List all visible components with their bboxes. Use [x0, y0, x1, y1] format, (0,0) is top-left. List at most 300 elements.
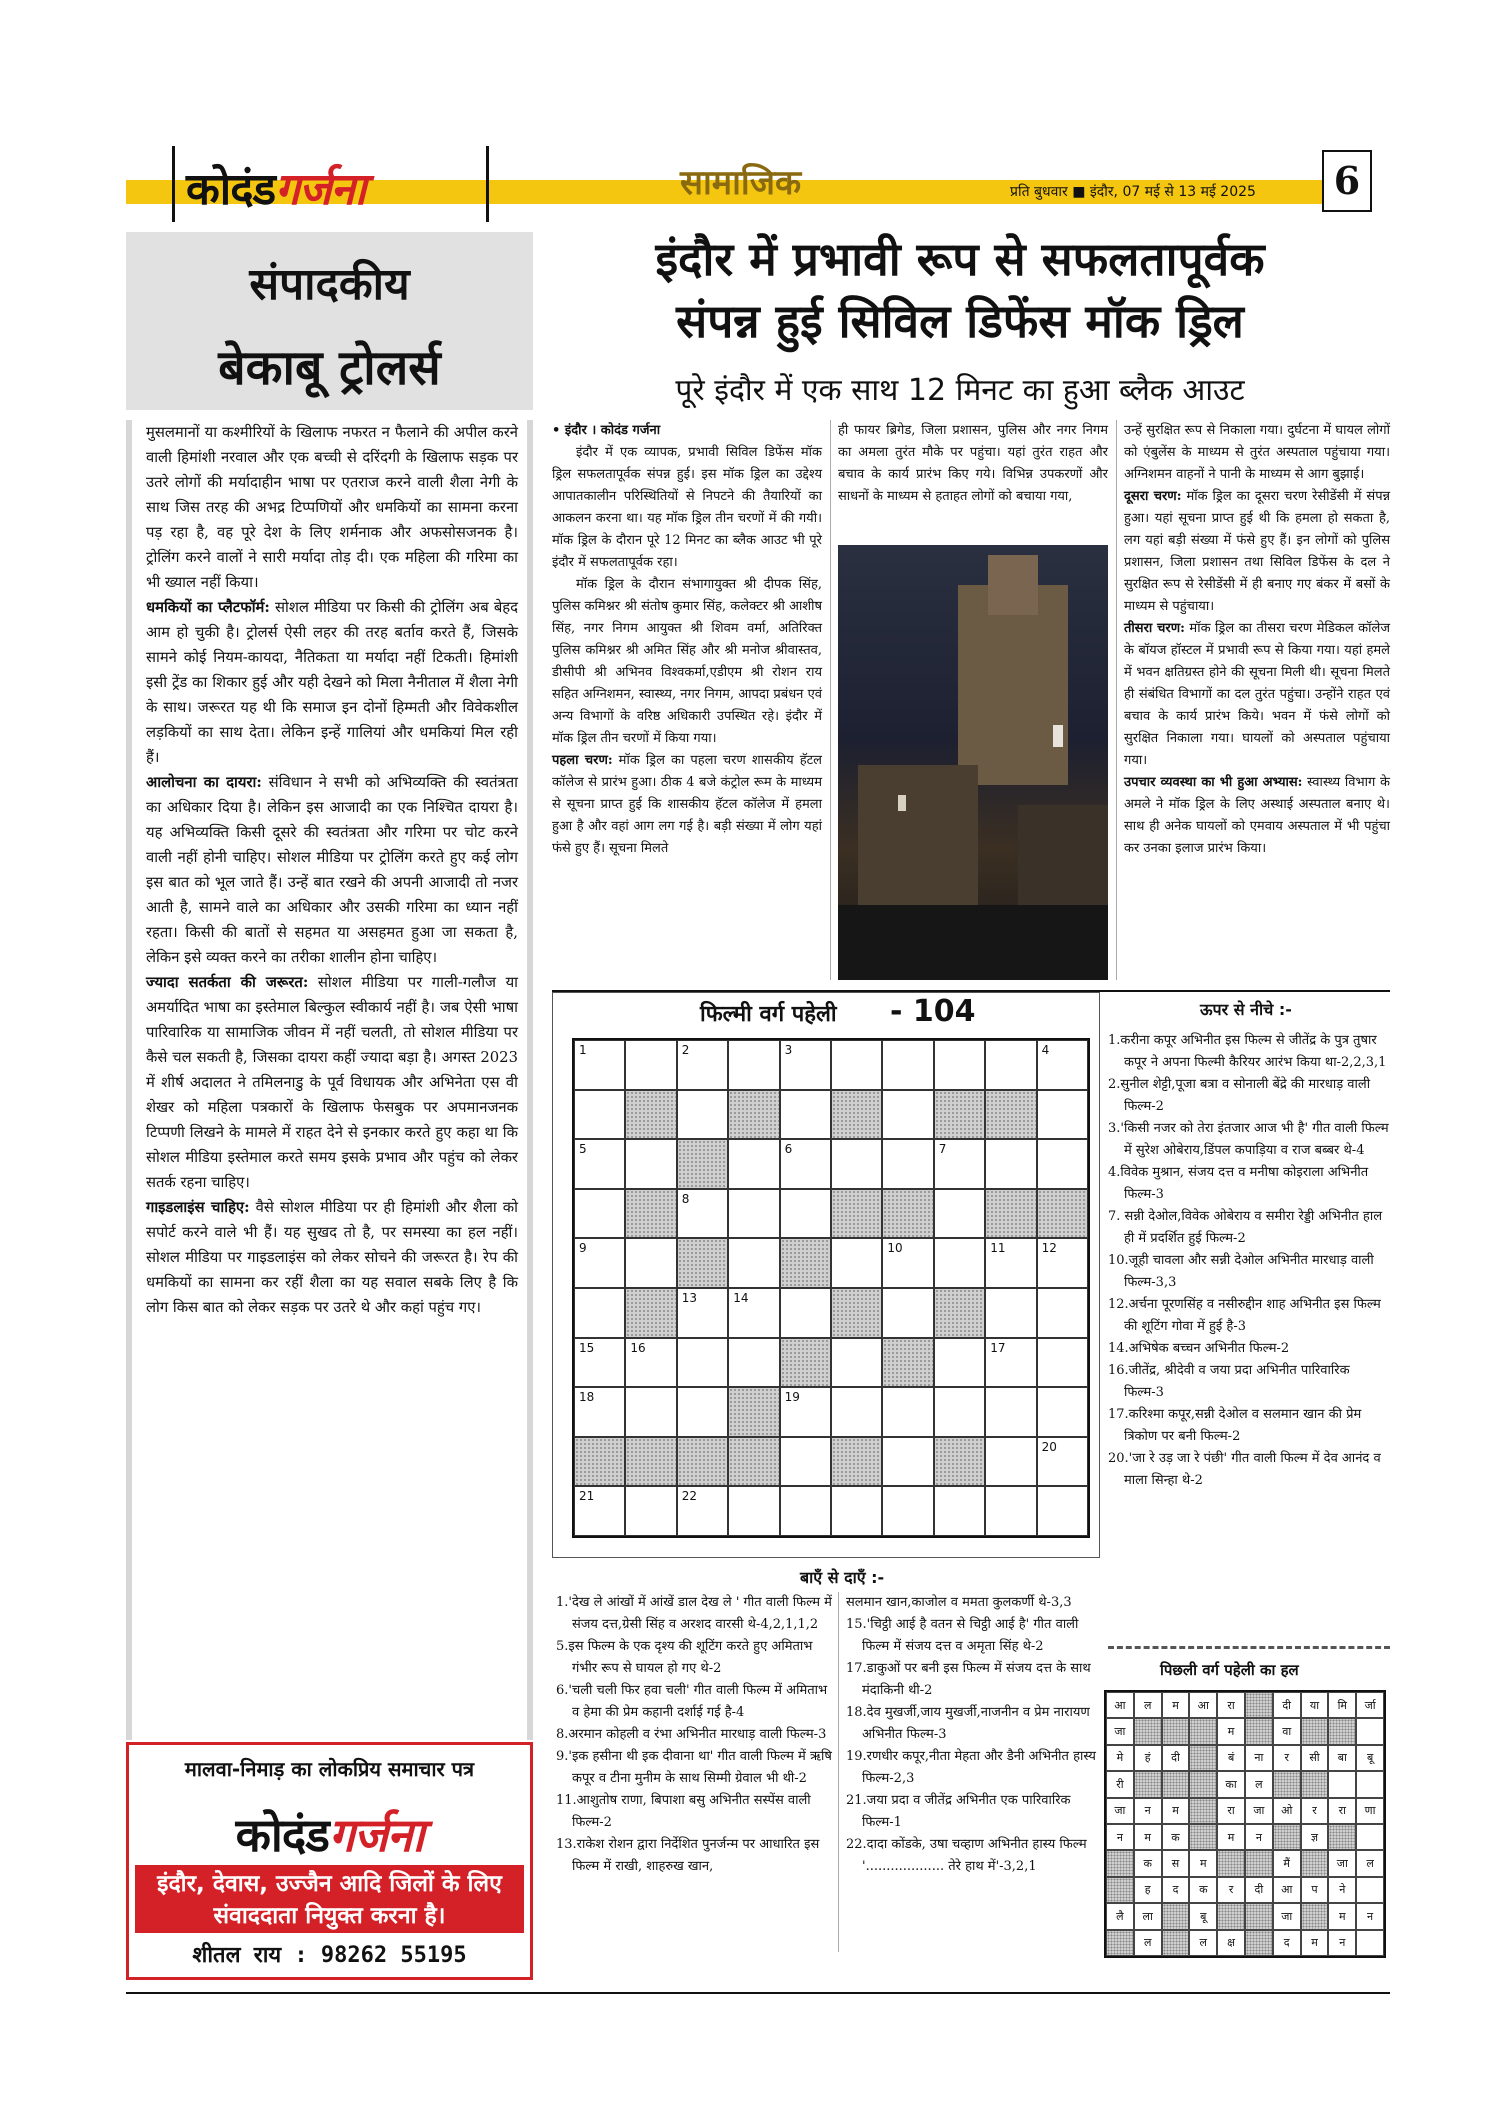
- solution-cell: ह: [1134, 1877, 1162, 1903]
- solution-cell: जा: [1106, 1718, 1134, 1744]
- cell-number: 18: [579, 1390, 595, 1405]
- clue-item: 6.'चली चली फिर हवा चली' गीत वाली फिल्म में अमिताभ व हेमा की प्रेम कहानी दर्शाई गई है-4: [556, 1683, 828, 1720]
- crossword-block: [625, 1189, 676, 1239]
- crossword-cell[interactable]: [934, 1238, 985, 1288]
- solution-cell: म: [1134, 1824, 1162, 1850]
- solution-cell: म: [1162, 1798, 1190, 1824]
- cell-number: 14: [733, 1290, 749, 1305]
- solution-cell: रा: [1217, 1798, 1245, 1824]
- clue-item: 13.राकेश रोशन द्वारा निर्देशित पुनर्जन्म पर आधारित इस फिल्म में राखी, शाहरुख खान,: [556, 1837, 820, 1874]
- crossword-cell[interactable]: [728, 1238, 779, 1288]
- story-subhead: पूरे इंदौर में एक साथ 12 मिनट का हुआ ब्लैक आउट: [675, 373, 1245, 408]
- cell-number: 2: [681, 1043, 690, 1057]
- solution-cell: ओ: [1273, 1798, 1301, 1824]
- para-lead: आलोचना का दायरा:: [146, 774, 262, 791]
- crossword-cell[interactable]: [934, 1040, 985, 1090]
- crossword-cell[interactable]: [882, 1090, 933, 1140]
- story-paragraph: [552, 420, 822, 442]
- down-clues: [1108, 1030, 1390, 1492]
- crossword-cell[interactable]: [1037, 1040, 1088, 1090]
- para-text: वैसे सोशल मीडिया पर ही हिमांशी और शैला को सपोर्ट करने वाले भी हैं। यह सुखद तो है, पर समस्या का हल नहीं। सोशल मीडिया पर गाइडलाइंस को लेकर सोचने की जरूरत है। रेप की धमकियों का सामना कर रहीं शैला का यह सवाल सबके लिए है कि लोग किस बात को लेकर सड़क पर उतरे थे और कहां पहुंच गए।: [146, 1199, 518, 1316]
- cell-number: 7: [938, 1142, 947, 1157]
- cell-number: 10: [887, 1241, 903, 1256]
- crossword-cell[interactable]: [728, 1288, 779, 1338]
- clue-item: 17.करिश्मा कपूर,सन्नी देओल व सलमान खान की प्रेम त्रिकोण पर बनी फिल्म-2: [1108, 1407, 1362, 1444]
- crossword-cell[interactable]: [985, 1288, 1036, 1338]
- clue-item: 4.विवेक मुश्रान, संजय दत्त व मनीषा कोइराला अभिनीत फिल्म-3: [1108, 1165, 1369, 1202]
- crossword-block: [728, 1090, 779, 1140]
- solution-block: [1245, 1692, 1273, 1718]
- crossword-cell[interactable]: [985, 1238, 1036, 1288]
- crossword-cell[interactable]: [677, 1486, 728, 1536]
- solution-cell: वा: [1273, 1718, 1301, 1744]
- solution-cell: ज्ञ: [1301, 1824, 1329, 1850]
- crossword-cell[interactable]: [985, 1040, 1036, 1090]
- previous-solution-title: पिछली वर्ग पहेली का हल: [1160, 1661, 1299, 1679]
- solution-block: [1301, 1850, 1329, 1876]
- para-text: मॉक ड्रिल का पहला चरण शासकीय हॅटल कॉलेज से प्रारंभ हुआ। ठीक 4 बजे कंट्रोल रूम के माध्यम से सूचना प्राप्त हुई कि शासकीय हॅटल कॉलेज में हमला हुआ है और वहां आग लग गई है। बड़ी संख्या में लोग यहां फंसे हुए हैं। सूचना मिलते: [552, 753, 822, 856]
- solution-block: [1245, 1850, 1273, 1876]
- solution-cell: [1356, 1771, 1384, 1797]
- crossword-cell[interactable]: [728, 1338, 779, 1388]
- crossword-block: [625, 1437, 676, 1487]
- crossword-cell[interactable]: [574, 1139, 625, 1189]
- cell-number: 11: [990, 1241, 1006, 1256]
- crossword-cell[interactable]: [831, 1139, 882, 1189]
- crossword-block: [780, 1338, 831, 1388]
- solution-cell: री: [1106, 1771, 1134, 1797]
- solution-cell: लै: [1106, 1903, 1134, 1929]
- crossword-cell[interactable]: [728, 1189, 779, 1239]
- solution-cell: या: [1301, 1692, 1329, 1718]
- masthead-logo: [186, 157, 365, 217]
- story-paragraph: ही फायर ब्रिगेड, जिला प्रशासन, पुलिस और नगर निगम का अमला तुरंत मौके पर पहुंचा। यहां तुरंत राहत और बचाव के कार्य प्रारंभ किए गये। विभिन्न उपकरणों और साधनों के माध्यम से हताहत लोगों को बचाया गया,: [838, 423, 1108, 504]
- crossword-cell[interactable]: [677, 1040, 728, 1090]
- story-paragraph: [552, 442, 822, 574]
- editorial-paragraph: [146, 770, 518, 970]
- solution-cell: ल: [1356, 1850, 1384, 1876]
- story-column-2: [838, 420, 1108, 508]
- editorial-paragraph: [146, 1195, 518, 1320]
- crossword-cell[interactable]: [574, 1288, 625, 1338]
- crossword-cell[interactable]: [780, 1090, 831, 1140]
- down-clues-heading: ऊपर से नीचे :-: [1200, 1000, 1292, 1019]
- crossword-cell[interactable]: [625, 1486, 676, 1536]
- crossword-block: [831, 1288, 882, 1338]
- para-lead: गाइडलाइंस चाहिए:: [146, 1199, 250, 1216]
- solution-cell: मि: [1328, 1692, 1356, 1718]
- solution-cell: द: [1162, 1877, 1190, 1903]
- crossword-grid: [572, 1038, 1090, 1538]
- header-divider: [486, 146, 489, 222]
- logo-text-red: गर्जना: [328, 1808, 424, 1862]
- crossword-cell[interactable]: [1037, 1288, 1088, 1338]
- crossword-cell[interactable]: [882, 1387, 933, 1437]
- crossword-cell[interactable]: [574, 1238, 625, 1288]
- previous-solution-grid: [1104, 1690, 1386, 1958]
- solution-cell: बू: [1356, 1745, 1384, 1771]
- clue-item: 21.जया प्रदा व जीतेंद्र अभिनीत एक पारिवारिक फिल्म-1: [846, 1793, 1071, 1830]
- story-paragraph: [552, 750, 822, 860]
- para-lead: तीसरा चरण:: [1124, 621, 1185, 636]
- editorial-title: बेकाबू ट्रोलर्स: [218, 340, 441, 396]
- crossword-cell[interactable]: [728, 1486, 779, 1536]
- crossword-cell[interactable]: [677, 1090, 728, 1140]
- clue-item: 2.सुनील शेट्टी,पूजा बत्रा व सोनाली बेंद्रे की मारधाड़ वाली फिल्म-2: [1108, 1077, 1371, 1114]
- dateline: • इंदौर । कोदंड गर्जना: [552, 423, 661, 438]
- para-text: उन्हें सुरक्षित रूप से निकाला गया। दुर्घटना में घायल लोगों को एंबुलेंस के माध्यम से तुरंत अस्पताल पहुंचाया गया। अग्निशमन वाहनों ने पानी के माध्यम से आग बुझाई।: [1124, 423, 1390, 482]
- story-paragraph: [1124, 486, 1390, 618]
- crossword-block: [1037, 1189, 1088, 1239]
- solution-cell: जा: [1245, 1798, 1273, 1824]
- solution-cell: जा: [1328, 1850, 1356, 1876]
- solution-cell: ल: [1245, 1771, 1273, 1797]
- crossword-cell[interactable]: [1037, 1338, 1088, 1388]
- solution-cell: म: [1217, 1718, 1245, 1744]
- solution-cell: आ: [1189, 1692, 1217, 1718]
- crossword-block: [728, 1387, 779, 1437]
- solution-block: [1273, 1771, 1301, 1797]
- editorial-paragraph: [146, 970, 518, 1195]
- story-column-1: [552, 420, 822, 860]
- solution-cell: णा: [1356, 1798, 1384, 1824]
- solution-block: [1301, 1771, 1329, 1797]
- solution-block: [1301, 1903, 1329, 1929]
- logo-text-red: गर्जना: [275, 164, 366, 215]
- para-text: सोशल मीडिया पर किसी की ट्रोलिंग अब बेहद आम हो चुकी है। ट्रोलर्स ऐसी लहर की तरह बर्ताव करते हैं, जिसके सामने कोई नियम-कायदा, नैतिकता या मर्यादा नहीं टिकती। हिमांशी इसी ट्रेंड का शिकार हुई और यही देखने को मिला नैनीताल में शैला नेगी के साथ। जरूरत यह थी कि समाज इन दोनों हिम्मती और विवेकशील लड़कियों का साथ देता। लेकिन इन्हें गालियां और धमकियां मिल रही हैं।: [146, 599, 518, 766]
- cell-number: 20: [1041, 1439, 1057, 1454]
- crossword-cell[interactable]: [985, 1338, 1036, 1388]
- crossword-cell[interactable]: [934, 1387, 985, 1437]
- crossword-cell[interactable]: [831, 1338, 882, 1388]
- headline-line: संपन्न हुई सिविल डिफेंस मॉक ड्रिल: [676, 294, 1244, 348]
- header-divider: [172, 146, 175, 222]
- clue-item: 19.रणधीर कपूर,नीता मेहता और डैनी अभिनीत हास्य फिल्म-2,3: [846, 1749, 1096, 1786]
- cell-number: 15: [579, 1340, 595, 1355]
- solution-cell: [1328, 1771, 1356, 1797]
- clue-item: 8.अरमान कोहली व रंभा अभिनीत मारधाड़ वाली फिल्म-3: [556, 1727, 827, 1742]
- crossword-block: [934, 1288, 985, 1338]
- column-rule: [830, 420, 831, 980]
- page-bottom-rule: [126, 1992, 1390, 1994]
- clue-item: 12.अर्चना पूरणसिंह व नसीरुद्दीन शाह अभिनीत इस फिल्म की शूटिंग गोवा में हुई है-3: [1108, 1297, 1381, 1334]
- crossword-cell[interactable]: [882, 1288, 933, 1338]
- para-text: मॉक ड्रिल का तीसरा चरण मेडिकल कॉलेज के बॉयज हॉस्टल में प्रभावी रूप से किया गया। यहां हमले में भवन क्षतिग्रस्त होने की सूचना मिली थी। सूचना मिलते ही संबंधित विभागों का दल तुरंत पहुंचा। उन्होंने राहत एवं बचाव के कार्य प्रारंभ किये। भवन में फंसे लोगों को सुरक्षित निकाला गया। घायलों को अस्पताल पहुंचाया गया।: [1124, 621, 1390, 768]
- crossword-block: [831, 1090, 882, 1140]
- solution-cell: दी: [1245, 1877, 1273, 1903]
- crossword-cell[interactable]: [882, 1238, 933, 1288]
- clue-item: 9.'इक हसीना थी इक दीवाना था' गीत वाली फिल्म में ऋषि कपूर व टीना मुनीम के साथ सिम्मी ग्रेवाल भी थी-2: [556, 1749, 832, 1786]
- solution-cell: क: [1134, 1850, 1162, 1876]
- solution-cell: म: [1162, 1692, 1190, 1718]
- solution-block: [1189, 1771, 1217, 1797]
- editorial-paragraph: [146, 595, 518, 770]
- crossword-cell[interactable]: [677, 1288, 728, 1338]
- solution-cell: न: [1328, 1930, 1356, 1956]
- clue-item: 1.'देख ले आंखों में आंखें डाल देख ले ' गीत वाली फिल्म में संजय दत्त,ग्रेसी सिंह व अरशद वारसी थे-4,2,1,1,2: [556, 1595, 832, 1632]
- para-lead: पहला चरण:: [552, 753, 613, 768]
- crossword-block: [625, 1288, 676, 1338]
- solution-block: [1162, 1903, 1190, 1929]
- across-clues-heading: बाएँ से दाएँ :-: [800, 1568, 885, 1587]
- cell-number: 9: [579, 1241, 587, 1256]
- solution-block: [1106, 1930, 1134, 1956]
- crossword-cell[interactable]: [780, 1189, 831, 1239]
- crossword-cell[interactable]: [574, 1090, 625, 1140]
- solution-cell: न: [1356, 1903, 1384, 1929]
- solution-cell: जा: [1106, 1798, 1134, 1824]
- solution-cell: दी: [1162, 1745, 1190, 1771]
- crossword-cell[interactable]: [934, 1338, 985, 1388]
- solution-cell: र: [1217, 1877, 1245, 1903]
- mock-drill-photo: [838, 545, 1108, 980]
- column-rule: [838, 1592, 839, 1952]
- crossword-cell[interactable]: [934, 1139, 985, 1189]
- crossword-block: [934, 1437, 985, 1487]
- crossword-block: [985, 1090, 1036, 1140]
- clue-item: सलमान खान,काजोल व ममता कुलकर्णी थे-3,3: [846, 1595, 1072, 1610]
- cell-number: 21: [579, 1489, 595, 1504]
- ad-contact: शीतल राय : 98262 55195: [192, 1943, 467, 1968]
- para-lead: उपचार व्यवस्था का भी हुआ अभ्यास:: [1124, 775, 1303, 790]
- story-paragraph: [1124, 772, 1390, 860]
- crossword-cell[interactable]: [831, 1040, 882, 1090]
- crossword-cell[interactable]: [1037, 1238, 1088, 1288]
- editorial-paragraph: [146, 420, 518, 595]
- solution-cell: आ: [1273, 1877, 1301, 1903]
- solution-block: [1217, 1850, 1245, 1876]
- solution-block: [1162, 1718, 1190, 1744]
- crossword-block: [934, 1090, 985, 1140]
- solution-block: [1273, 1824, 1301, 1850]
- crossword-cell[interactable]: [574, 1338, 625, 1388]
- crossword-cell[interactable]: [985, 1387, 1036, 1437]
- crossword-cell[interactable]: [1037, 1387, 1088, 1437]
- crossword-cell[interactable]: [882, 1437, 933, 1487]
- page-number: 6: [1322, 150, 1372, 212]
- crossword-cell[interactable]: [831, 1238, 882, 1288]
- solution-cell: न: [1134, 1798, 1162, 1824]
- across-clues-col-2: [846, 1592, 1100, 1878]
- solution-cell: ल: [1189, 1930, 1217, 1956]
- logo-text: कोदंड: [186, 164, 276, 215]
- ad-tagline: मालवा-निमाड़ का लोकप्रिय समाचार पत्र: [184, 1757, 475, 1781]
- solution-cell: म: [1217, 1824, 1245, 1850]
- solution-cell: प: [1301, 1877, 1329, 1903]
- solution-block: [1245, 1718, 1273, 1744]
- crossword-cell[interactable]: [882, 1139, 933, 1189]
- solution-cell: ला: [1134, 1903, 1162, 1929]
- solution-block: [1217, 1903, 1245, 1929]
- crossword-cell[interactable]: [677, 1387, 728, 1437]
- cell-number: 13: [681, 1290, 698, 1305]
- crossword-cell[interactable]: [780, 1387, 831, 1437]
- solution-cell: [1356, 1877, 1384, 1903]
- crossword-cell[interactable]: [625, 1040, 676, 1090]
- solution-cell: र: [1301, 1798, 1329, 1824]
- crossword-block: [882, 1189, 933, 1239]
- para-text: मुसलमानों या कश्मीरियों के खिलाफ नफरत न फैलाने की अपील करने वाली हिमांशी नरवाल और एक बच्ची से दरिंदगी के खिलाफ सड़क पर उतरे लोगों की मर्यादाहीन भाषा पर एतराज करने वाली शैला नेगी के साथ जिस तरह की अभद्र टिप्पणियों और धमकियों का सामना करना पड़ रहा है, वह पूरे देश के लिए शर्मनाक और अफसोसजनक है। ट्रोलिंग करने वालों ने सारी मर्यादा तोड़ दी। एक महिला की गरिमा का भी ख्याल नहीं किया।: [146, 424, 518, 591]
- logo-text: कोदंड: [235, 1808, 329, 1862]
- clue-item: 16.जीतेंद्र, श्रीदेवी व जया प्रदा अभिनीत पारिवारिक फिल्म-3: [1108, 1363, 1350, 1400]
- crossword-cell[interactable]: [831, 1486, 882, 1536]
- clue-item: 11.आशुतोष राणा, बिपाशा बसु अभिनीत सस्पेंस वाली फिल्म-2: [556, 1793, 811, 1830]
- section-name: सामाजिक: [680, 163, 802, 203]
- ad-notice: इंदौर, देवास, उज्जैन आदि जिलों के लिए संवाददाता नियुक्त करना है।: [135, 1865, 524, 1933]
- story-column-3: [1124, 420, 1390, 860]
- crossword-cell[interactable]: [625, 1139, 676, 1189]
- issue-date: प्रति बुधवार ■ इंदौर, 07 मई से 13 मई 2025: [1010, 184, 1256, 200]
- solution-cell: म: [1328, 1903, 1356, 1929]
- crossword-cell[interactable]: [831, 1387, 882, 1437]
- crossword-block: [831, 1189, 882, 1239]
- clue-item: 14.अभिषेक बच्चन अभिनीत फिल्म-2: [1108, 1341, 1290, 1356]
- clue-item: 18.देव मुखर्जी,जाय मुखर्जी,नाजनीन व प्रेम नारायण अभिनीत फिल्म-3: [846, 1705, 1090, 1742]
- solution-cell: ल: [1134, 1692, 1162, 1718]
- crossword-cell[interactable]: [780, 1139, 831, 1189]
- solution-cell: म: [1189, 1850, 1217, 1876]
- crossword-cell[interactable]: [574, 1040, 625, 1090]
- para-lead: दूसरा चरण:: [1124, 489, 1182, 504]
- crossword-cell[interactable]: [574, 1189, 625, 1239]
- solution-block: [1328, 1718, 1356, 1744]
- cell-number: 17: [990, 1340, 1006, 1355]
- clue-item: 7. सन्नी देओल,विवेक ओबेराय व समीरा रेड्डी अभिनीत हाल ही में प्रदर्शित हुई फिल्म-2: [1108, 1209, 1383, 1246]
- crossword-cell[interactable]: [934, 1486, 985, 1536]
- solution-cell: न: [1245, 1824, 1273, 1850]
- cell-number: 3: [784, 1043, 793, 1057]
- crossword-cell[interactable]: [780, 1486, 831, 1536]
- crossword-cell[interactable]: [574, 1486, 625, 1536]
- solution-cell: बा: [1328, 1745, 1356, 1771]
- solution-block: [1189, 1745, 1217, 1771]
- cell-number: 22: [681, 1489, 698, 1504]
- solution-cell: ने: [1328, 1877, 1356, 1903]
- para-text: संविधान ने सभी को अभिव्यक्ति की स्वतंत्रता का अधिकार दिया है। लेकिन इस आजादी का एक निश्चित दायरा है। यह अभिव्यक्ति किसी दूसरे की स्वतंत्रता और गरिमा पर चोट करने वाली नहीं होनी चाहिए। सोशल मीडिया पर ट्रोलिंग करते हुए कई लोग इस बात को भूल जाते हैं। उन्हें बात रखने की अपनी आजादी तो नजर आती है, सामने वाले का अधिकार और उसकी गरिमा का ध्यान नहीं रहता। किसी की बातों से सहमत या असहमत हुआ जा सकता है, लेकिन इसे व्यक्त करने का तरीका शालीन होना चाहिए।: [146, 774, 518, 966]
- crossword-cell[interactable]: [780, 1288, 831, 1338]
- crossword-cell[interactable]: [985, 1437, 1036, 1487]
- solution-cell: न: [1106, 1824, 1134, 1850]
- crossword-cell[interactable]: [1037, 1090, 1088, 1140]
- solution-block: [1245, 1903, 1273, 1929]
- advertisement: [126, 1742, 533, 1980]
- clue-item: 15.'चिट्ठी आई है वतन से चिट्ठी आई है' गीत वाली फिल्म में संजय दत्त व अमृता सिंह थे-2: [846, 1617, 1079, 1654]
- clue-item: 5.इस फिल्म के एक दृश्य की शूटिंग करते हुए अमिताभ गंभीर रूप से घायल हो गए थे-2: [556, 1639, 813, 1676]
- solution-cell: स: [1162, 1850, 1190, 1876]
- solution-cell: ल: [1134, 1930, 1162, 1956]
- crossword-cell[interactable]: [625, 1387, 676, 1437]
- crossword-block: [677, 1238, 728, 1288]
- solution-block: [1162, 1930, 1190, 1956]
- crossword-cell[interactable]: [1037, 1486, 1088, 1536]
- crossword-cell[interactable]: [985, 1139, 1036, 1189]
- clue-item: 22.दादा कोंडके, उषा चव्हाण अभिनीत हास्य फिल्म '................... तेरे हाथ में'-3,2,1: [846, 1837, 1087, 1874]
- crossword-cell[interactable]: [677, 1338, 728, 1388]
- crossword-cell[interactable]: [934, 1189, 985, 1239]
- story-paragraph: [1124, 420, 1390, 486]
- cell-number: 4: [1041, 1043, 1050, 1057]
- clue-item: 1.करीना कपूर अभिनीत इस फिल्म से जीतेंद्र के पुत्र तुषार कपूर ने अपना फिल्मी कैरियर आरंभ किया था-2,2,3,1: [1108, 1033, 1387, 1070]
- crossword-cell[interactable]: [625, 1238, 676, 1288]
- crossword-block: [882, 1338, 933, 1388]
- solution-block: [1162, 1771, 1190, 1797]
- para-text: मॉक ड्रिल का दूसरा चरण रेसीडेंसी में संपन्न हुआ। यहां सूचना प्राप्त हुई थी कि हमला हो सकता है, लग यहां बड़ी संख्या में फंसे हुए हैं। इन लोगों को पुलिस प्रशासन, जिला प्रशासन तथा सिविल डिफेंस के दल ने सुरक्षित रूप से रेसीडेंसी में ही बनाए गए बंकर में बसों के माध्यम से पहुंचाया।: [1124, 489, 1390, 614]
- story-paragraph: [1124, 618, 1390, 772]
- solution-cell: रा: [1217, 1692, 1245, 1718]
- solution-cell: मे: [1106, 1745, 1134, 1771]
- solution-block: [1134, 1718, 1162, 1744]
- cell-number: 5: [579, 1142, 587, 1157]
- solution-block: [1106, 1850, 1134, 1876]
- crossword-cell[interactable]: [780, 1040, 831, 1090]
- solution-cell: द: [1273, 1930, 1301, 1956]
- crossword-title: फिल्मी वर्ग पहेली: [700, 1002, 837, 1027]
- solution-block: [1328, 1824, 1356, 1850]
- clue-item: 20.'जा रे उड़ जा रे पंछी' गीत वाली फिल्म में देव आनंद व माला सिन्हा थे-2: [1108, 1451, 1381, 1488]
- crossword-cell[interactable]: [882, 1040, 933, 1090]
- crossword-cell[interactable]: [1037, 1139, 1088, 1189]
- solution-block: [1245, 1930, 1273, 1956]
- cell-number: 16: [630, 1340, 646, 1355]
- solution-cell: का: [1217, 1771, 1245, 1797]
- solution-cell: रा: [1328, 1798, 1356, 1824]
- crossword-cell[interactable]: [677, 1189, 728, 1239]
- solution-cell: दी: [1273, 1692, 1301, 1718]
- solution-cell: क: [1162, 1824, 1190, 1850]
- cell-number: 12: [1041, 1241, 1057, 1256]
- crossword-cell[interactable]: [625, 1338, 676, 1388]
- solution-cell: र: [1273, 1745, 1301, 1771]
- solution-cell: ना: [1245, 1745, 1273, 1771]
- crossword-cell[interactable]: [1037, 1437, 1088, 1487]
- editorial-header: [126, 232, 533, 410]
- solution-cell: बं: [1217, 1745, 1245, 1771]
- solution-block: [1106, 1877, 1134, 1903]
- clue-item: 17.डाकुओं पर बनी इस फिल्म में संजय दत्त के साथ मंदाकिनी थी-2: [846, 1661, 1091, 1698]
- clue-item: 10.जूही चावला और सन्नी देओल अभिनीत मारधाड़ वाली फिल्म-3,3: [1108, 1253, 1374, 1290]
- para-text: स्वास्थ्य विभाग के अमले ने मॉक ड्रिल के लिए अस्थाई अस्पताल बनाए थे। साथ ही अनेक घायलों को एमवाय अस्पताल में भी पहुंचा कर उनका इलाज प्रारंभ किया।: [1124, 775, 1390, 856]
- story-paragraph: [552, 574, 822, 750]
- crossword-block: [625, 1090, 676, 1140]
- crossword-block: [831, 1437, 882, 1487]
- crossword-cell[interactable]: [728, 1040, 779, 1090]
- crossword-cell[interactable]: [985, 1486, 1036, 1536]
- solution-block: [1134, 1771, 1162, 1797]
- crossword-cell[interactable]: [882, 1486, 933, 1536]
- across-clues-col-1: [556, 1592, 834, 1878]
- solution-cell: हं: [1134, 1745, 1162, 1771]
- editorial-label: संपादकीय: [249, 259, 410, 310]
- cell-number: 19: [784, 1390, 800, 1405]
- crossword-cell[interactable]: [574, 1387, 625, 1437]
- column-rule: [1116, 420, 1117, 980]
- solution-cell: क: [1189, 1877, 1217, 1903]
- crossword-block: [780, 1238, 831, 1288]
- solution-cell: क्ष: [1217, 1930, 1245, 1956]
- crossword-block: [985, 1189, 1036, 1239]
- solution-block: [1301, 1718, 1329, 1744]
- solution-cell: बू: [1189, 1903, 1217, 1929]
- dashed-divider: [1108, 1646, 1390, 1649]
- crossword-cell[interactable]: [780, 1437, 831, 1487]
- crossword-cell[interactable]: [728, 1139, 779, 1189]
- solution-cell: मैं: [1273, 1850, 1301, 1876]
- solution-cell: [1356, 1824, 1384, 1850]
- solution-block: [1189, 1798, 1217, 1824]
- crossword-block: [728, 1437, 779, 1487]
- para-text: इंदौर में एक व्यापक, प्रभावी सिविल डिफेंस मॉक ड्रिल सफलतापूर्वक संपन्न हुई। इस मॉक ड्रिल का उद्देश्य आपातकालीन परिस्थितियों से निपटने की तैयारियों का आकलन करना था। यह मॉक ड्रिल तीन चरणों में की गयी। मॉक ड्रिल के दौरान पूरे 12 मिनट का ब्लैक आउट भी पूरे इंदौर में सफलतापूर्वक रहा।: [552, 445, 822, 570]
- solution-block: [1189, 1824, 1217, 1850]
